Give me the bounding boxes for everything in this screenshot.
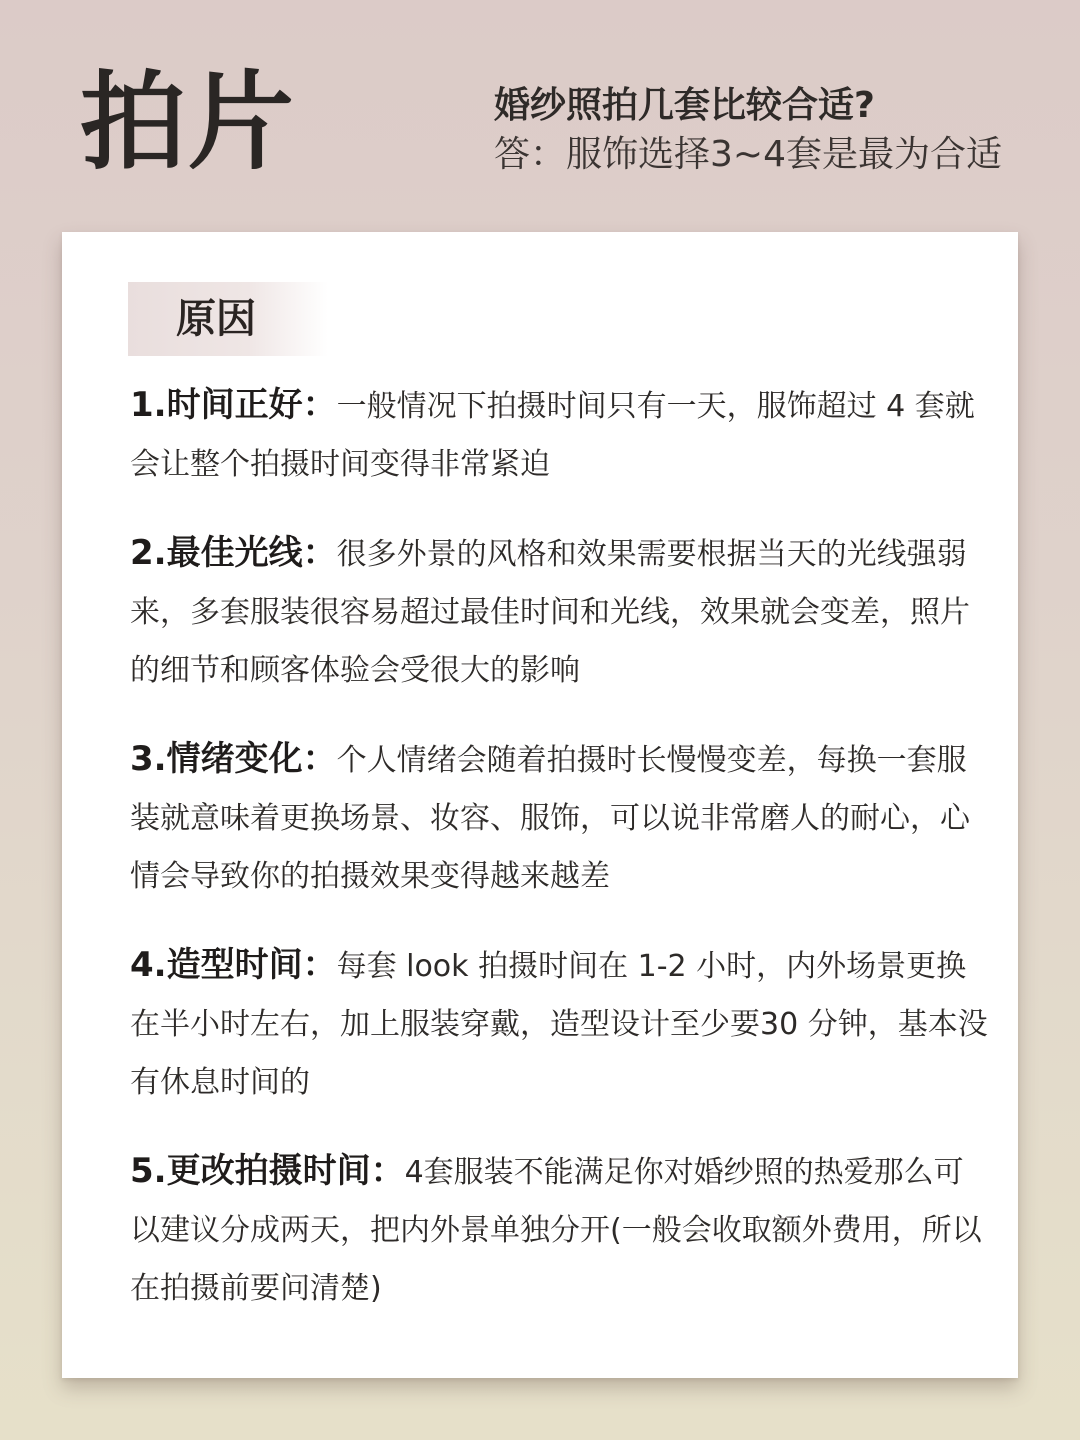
reason-item-4 [130, 936, 990, 1112]
reason-text: 个人情绪会随着拍摄时长慢慢变差，每换一套服装就意味着更换场景、妆容、服饰，可以说非常磨人的耐心，心情会导致你的拍摄效果变得越来越差 [130, 743, 970, 894]
reason-list [130, 376, 990, 1348]
reason-item-5 [130, 1142, 990, 1318]
reason-item-2 [130, 524, 990, 700]
reason-text: 很多外景的风格和效果需要根据当天的光线强弱来，多套服装很容易超过最佳时间和光线，效果就会变差，照片的细节和顾客体验会受很大的影响 [130, 537, 970, 688]
page-title: 拍片 [80, 61, 296, 184]
header-qa [494, 82, 1054, 180]
reason-heading: 3.情绪变化： [130, 739, 337, 779]
reason-text: 一般情况下拍摄时间只有一天，服饰超过 4 套就会让整个拍摄时间变得非常紧迫 [130, 389, 975, 482]
reason-item-1 [130, 376, 990, 494]
reason-heading: 4.造型时间： [130, 945, 337, 985]
answer-text: 答：服饰选择3~4套是最为合适 [494, 134, 1002, 175]
reason-text: 每套 look 拍摄时间在 1-2 小时，内外场景更换在半小时左右，加上服装穿戴，造型设计至少要30 分钟，基本没有休息时间的 [130, 949, 988, 1100]
question-text: 婚纱照拍几套比较合适? [494, 85, 875, 126]
section-label: 原因 [128, 282, 328, 356]
reason-heading: 2.最佳光线： [130, 533, 337, 573]
reasons-card [62, 232, 1018, 1378]
reason-text: 4套服装不能满足你对婚纱照的热爱那么可以建议分成两天，把内外景单独分开(一般会收取额外费用，所以在拍摄前要问清楚) [130, 1155, 982, 1306]
reason-item-3 [130, 730, 990, 906]
reason-heading: 1.时间正好： [130, 385, 337, 425]
reason-heading: 5.更改拍摄时间： [130, 1151, 405, 1191]
